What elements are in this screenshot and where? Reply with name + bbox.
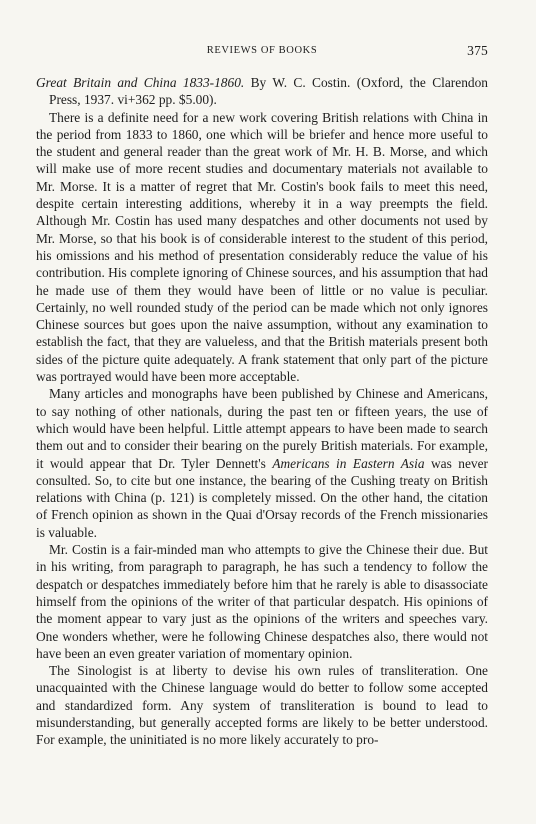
review-body xyxy=(36,109,488,749)
running-title: REVIEWS OF BOOKS xyxy=(206,45,318,56)
review-paragraph-3: Mr. Costin is a fair-minded man who attempts to give the Chinese their due. But in his writing, from paragraph to paragraph, he has such a tendency to follow the despatch or despatches immediately before him that he rarely is able to disassociate himself from the opinions of the writer of that particular despatch. His opinions of the moment appear to vary just as the opinions of the writers and speeches vary. One wonders whether, were he following Chinese despatches also, there would not have been an even greater variation of momentary opinion. xyxy=(36,542,488,661)
review-paragraph-4: The Sinologist is at liberty to devise his own rules of transliteration. One unacquainted with the Chinese language would do better to follow some accepted and standardized form. Any system of transliteration is bound to lead to misunderstanding, but generally accepted forms are likely to be better understood. For example, the uninitiated is no more likely accurately to pro- xyxy=(36,663,488,748)
book-citation-details: By W. C. Costin. (Oxford, the Clarendon Press, 1937. vi+362 pp. $5.00). xyxy=(49,75,488,108)
paragraph-2-text-b: was never consulted. So, to cite but one instance, the bearing of the Cushing treaty on British relations with China (p. 121) is completely missed. On the other hand, the citation of French opinion as shown in the Quai d'Orsay records of the French missionaries is valuable. xyxy=(36,455,489,540)
book-citation xyxy=(36,74,488,109)
review-paragraph-2 xyxy=(36,385,488,541)
book-title: Great Britain and China 1833-1860. xyxy=(36,75,245,90)
page-number: 375 xyxy=(467,43,488,58)
cited-book-title: Americans in Eastern Asia xyxy=(272,455,425,471)
review-paragraph-1: There is a definite need for a new work covering British relations with China in the period from 1833 to 1860, one which will be briefer and hence more useful to the student and general reader than the great work of Mr. H. B. Morse, and which will make use of more recent studies and documentary materials not available to Mr. Morse. It is a matter of regret that Mr. Costin's book fails to meet this need, despite certain interesting additions, whereby it in a way preempts the field. Although Mr. Costin has used many despatches and other documents not used by Mr. Morse, so that his book is of considerable interest to the student of this period, his omissions and his method of presentation considerably reduce the value of his contribution. His complete ignoring of Chinese sources, and his assumption that had he made use of them they would have been of little or no value is peculiar. Certainly, no well rounded study of the period can be made which not only ignores Chinese sources but goes upon the naive assumption, without any examination to establish the fact, that they are valueless, and that the British materials present both sides of the picture quite adequately. A frank statement that only part of the picture was portrayed would have been more acceptable. xyxy=(36,109,488,385)
running-header xyxy=(36,40,488,60)
paragraph-2-text-a: Many articles and monographs have been published by Chinese and Americans, to say nothing of other nationals, during the past ten or fifteen years, the use of which would have been helpful. Little attempt appears to have been made to search them out and to consider their bearing on the purely British materials. For example, it would appear that Dr. Tyler Dennett's xyxy=(36,386,488,471)
book-review-page xyxy=(36,40,488,749)
